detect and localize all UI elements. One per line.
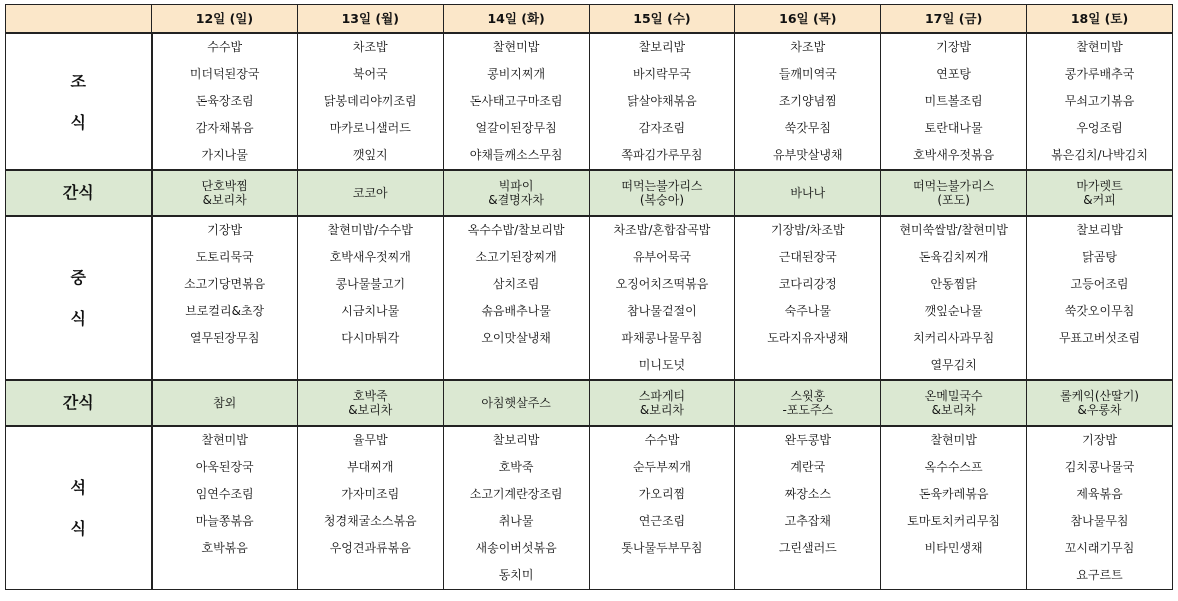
menu-item: 무표고버섯조림 (1027, 325, 1173, 352)
menu-item: 수수밥 (152, 33, 298, 61)
menu-item (152, 562, 298, 590)
menu-item: 김치콩나물국 (1027, 454, 1173, 481)
menu-item: 파채콩나물무침 (589, 325, 735, 352)
menu-item: 시금치나물 (297, 298, 443, 325)
menu-item: 얼갈이된장무침 (443, 115, 589, 142)
menu-item: 호박새우젓찌개 (297, 244, 443, 271)
menu-item: 쑥갓오이무침 (1027, 298, 1173, 325)
menu-item: 근대된장국 (735, 244, 881, 271)
menu-item: 기장밥/차조밥 (735, 216, 881, 244)
breakfast-label (6, 33, 152, 170)
menu-item: 콩가루배추국 (1027, 61, 1173, 88)
snack-item: 마가렛트 &커피 (1027, 170, 1173, 216)
lunch-label (6, 216, 152, 380)
menu-item (443, 352, 589, 380)
menu-item: 비타민생채 (881, 535, 1027, 562)
dinner-row (6, 481, 1173, 508)
menu-item: 유부맛살냉채 (735, 142, 881, 170)
menu-item: 콩비지찌개 (443, 61, 589, 88)
breakfast-section (6, 33, 1173, 170)
menu-item: 참나물무침 (1027, 508, 1173, 535)
snack-item: 떠먹는불가리스 (포도) (881, 170, 1027, 216)
menu-item: 들깨미역국 (735, 61, 881, 88)
menu-item: 돈사태고구마조림 (443, 88, 589, 115)
menu-item: 취나물 (443, 508, 589, 535)
menu-item: 오이맛살냉채 (443, 325, 589, 352)
menu-item: 마카로니샐러드 (297, 115, 443, 142)
breakfast-row (6, 33, 1173, 61)
snack2-row (6, 380, 1173, 426)
menu-item: 가오리찜 (589, 481, 735, 508)
menu-item: 토란대나물 (881, 115, 1027, 142)
menu-item: 찰보리밥 (443, 426, 589, 454)
menu-item: 소고기당면볶음 (152, 271, 298, 298)
menu-item: 쑥갓무침 (735, 115, 881, 142)
menu-item: 안동찜닭 (881, 271, 1027, 298)
lunch-row (6, 216, 1173, 244)
lunch-row (6, 244, 1173, 271)
menu-item: 요구르트 (1027, 562, 1173, 590)
menu-item: 솎음배추나물 (443, 298, 589, 325)
day-header: 15일 (수) (589, 5, 735, 34)
menu-item: 바지락무국 (589, 61, 735, 88)
menu-item: 무쇠고기볶음 (1027, 88, 1173, 115)
menu-item (1027, 352, 1173, 380)
menu-item: 고추잡채 (735, 508, 881, 535)
menu-item (152, 352, 298, 380)
menu-item: 짜장소스 (735, 481, 881, 508)
menu-item: 가지나물 (152, 142, 298, 170)
menu-item: 열무김치 (881, 352, 1027, 380)
menu-item: 돈육장조림 (152, 88, 298, 115)
menu-item: 차조밥/혼합잡곡밥 (589, 216, 735, 244)
menu-item: 오징어치즈떡볶음 (589, 271, 735, 298)
menu-item: 우엉조림 (1027, 115, 1173, 142)
menu-item: 옥수수밥/찰보리밥 (443, 216, 589, 244)
menu-item: 찰보리밥 (1027, 216, 1173, 244)
header-row (6, 5, 1173, 34)
lunch-label-1: 중 (70, 268, 86, 287)
menu-item: 계란국 (735, 454, 881, 481)
menu-item: 소고기된장찌개 (443, 244, 589, 271)
snack1-row (6, 170, 1173, 216)
menu-item: 토마토치커리무침 (881, 508, 1027, 535)
breakfast-label-1: 조 (70, 71, 86, 91)
menu-item: 수수밥 (589, 426, 735, 454)
menu-item (735, 562, 881, 590)
menu-item: 호박볶음 (152, 535, 298, 562)
menu-item: 찰현미밥 (1027, 33, 1173, 61)
snack-item: 스파게티 &보리차 (589, 380, 735, 426)
menu-item (589, 562, 735, 590)
menu-item: 기장밥 (152, 216, 298, 244)
snack2-section (6, 380, 1173, 426)
menu-item: 차조밥 (735, 33, 881, 61)
menu-item: 숙주나물 (735, 298, 881, 325)
menu-item: 연근조림 (589, 508, 735, 535)
snack-item: 스윗홍 -포도주스 (735, 380, 881, 426)
menu-item: 기장밥 (1027, 426, 1173, 454)
menu-item: 브로컬리&초장 (152, 298, 298, 325)
snack-item: 아침햇살주스 (443, 380, 589, 426)
menu-item: 돈육김치찌개 (881, 244, 1027, 271)
menu-item: 부대찌개 (297, 454, 443, 481)
menu-item: 미더덕된장국 (152, 61, 298, 88)
menu-item: 동치미 (443, 562, 589, 590)
menu-item: 미트볼조림 (881, 88, 1027, 115)
menu-item: 순두부찌개 (589, 454, 735, 481)
breakfast-row (6, 115, 1173, 142)
menu-item: 콩나물불고기 (297, 271, 443, 298)
menu-item: 호박새우젓볶음 (881, 142, 1027, 170)
menu-item: 돈육카레볶음 (881, 481, 1027, 508)
menu-item: 삼치조림 (443, 271, 589, 298)
menu-item: 감자채볶음 (152, 115, 298, 142)
day-header: 18일 (토) (1027, 5, 1173, 34)
snack-item: 롤케익(산딸기) &우롱차 (1027, 380, 1173, 426)
menu-item: 코다리강정 (735, 271, 881, 298)
menu-item: 호박죽 (443, 454, 589, 481)
dinner-row (6, 535, 1173, 562)
menu-item: 차조밥 (297, 33, 443, 61)
menu-item: 치커리사과무침 (881, 325, 1027, 352)
dinner-row (6, 508, 1173, 535)
menu-item: 도토리묵국 (152, 244, 298, 271)
dinner-label-1: 석 (70, 478, 86, 497)
menu-item: 닭살야채볶음 (589, 88, 735, 115)
snack1-section (6, 170, 1173, 216)
menu-item: 소고기계란장조림 (443, 481, 589, 508)
menu-item: 야채들깨소스무침 (443, 142, 589, 170)
menu-item: 그린샐러드 (735, 535, 881, 562)
menu-item: 아욱된장국 (152, 454, 298, 481)
menu-item: 조기양념찜 (735, 88, 881, 115)
dinner-section (6, 426, 1173, 590)
snack-item: 호박죽 &보리차 (297, 380, 443, 426)
menu-item: 깻잎지 (297, 142, 443, 170)
menu-item: 도라지유자냉채 (735, 325, 881, 352)
menu-item: 닭곰탕 (1027, 244, 1173, 271)
menu-item (297, 562, 443, 590)
lunch-row (6, 352, 1173, 380)
menu-item: 찰현미밥 (881, 426, 1027, 454)
snack-item: 단호박찜 &보리차 (152, 170, 298, 216)
menu-item (297, 352, 443, 380)
menu-item (735, 352, 881, 380)
dinner-label (6, 426, 152, 590)
menu-item: 옥수수스프 (881, 454, 1027, 481)
menu-item: 감자조림 (589, 115, 735, 142)
lunch-section (6, 216, 1173, 380)
menu-item: 찰현미밥 (443, 33, 589, 61)
day-header: 16일 (목) (735, 5, 881, 34)
snack-item: 바나나 (735, 170, 881, 216)
dinner-row (6, 454, 1173, 481)
menu-item: 새송이버섯볶음 (443, 535, 589, 562)
breakfast-label-2: 식 (70, 112, 86, 132)
snack-item: 떠먹는불가리스 (복숭아) (589, 170, 735, 216)
menu-item: 꼬시래기무침 (1027, 535, 1173, 562)
day-header: 13일 (월) (297, 5, 443, 34)
dinner-row (6, 562, 1173, 590)
menu-item: 기장밥 (881, 33, 1027, 61)
menu-item: 완두콩밥 (735, 426, 881, 454)
day-header: 14일 (화) (443, 5, 589, 34)
breakfast-row (6, 142, 1173, 170)
menu-item: 찰보리밥 (589, 33, 735, 61)
lunch-row (6, 298, 1173, 325)
menu-item: 미니도넛 (589, 352, 735, 380)
menu-item: 임연수조림 (152, 481, 298, 508)
lunch-label-2: 식 (70, 309, 86, 328)
menu-item: 찰현미밥/수수밥 (297, 216, 443, 244)
menu-item: 닭봉데리야끼조림 (297, 88, 443, 115)
snack-item: 참외 (152, 380, 298, 426)
menu-item: 가자미조림 (297, 481, 443, 508)
menu-item: 찰현미밥 (152, 426, 298, 454)
snack1-label: 간식 (6, 170, 152, 216)
menu-item: 유부어묵국 (589, 244, 735, 271)
weekly-meal-table (5, 4, 1173, 590)
snack2-label: 간식 (6, 380, 152, 426)
menu-item: 볶은김치/나박김치 (1027, 142, 1173, 170)
day-header: 12일 (일) (152, 5, 298, 34)
snack-item: 코코아 (297, 170, 443, 216)
menu-item: 제육볶음 (1027, 481, 1173, 508)
corner-cell (6, 5, 152, 34)
menu-item: 우엉견과류볶음 (297, 535, 443, 562)
snack-item: 온메밀국수 &보리차 (881, 380, 1027, 426)
menu-item: 톳나물두부무침 (589, 535, 735, 562)
lunch-row (6, 271, 1173, 298)
menu-item: 현미쑥쌀밥/찰현미밥 (881, 216, 1027, 244)
menu-item: 율무밥 (297, 426, 443, 454)
dinner-label-2: 식 (70, 519, 86, 538)
menu-item: 고등어조림 (1027, 271, 1173, 298)
menu-item: 쪽파김가루무침 (589, 142, 735, 170)
menu-item (881, 562, 1027, 590)
menu-item: 북어국 (297, 61, 443, 88)
menu-item: 참나물겉절이 (589, 298, 735, 325)
menu-item: 청경채굴소스볶음 (297, 508, 443, 535)
breakfast-row (6, 61, 1173, 88)
menu-item: 다시마튀각 (297, 325, 443, 352)
menu-item: 마늘쫑볶음 (152, 508, 298, 535)
snack-item: 빅파이 &결명자차 (443, 170, 589, 216)
dinner-row (6, 426, 1173, 454)
menu-item: 열무된장무침 (152, 325, 298, 352)
day-header: 17일 (금) (881, 5, 1027, 34)
menu-item: 깻잎순나물 (881, 298, 1027, 325)
menu-item: 연포탕 (881, 61, 1027, 88)
lunch-row (6, 325, 1173, 352)
breakfast-row (6, 88, 1173, 115)
